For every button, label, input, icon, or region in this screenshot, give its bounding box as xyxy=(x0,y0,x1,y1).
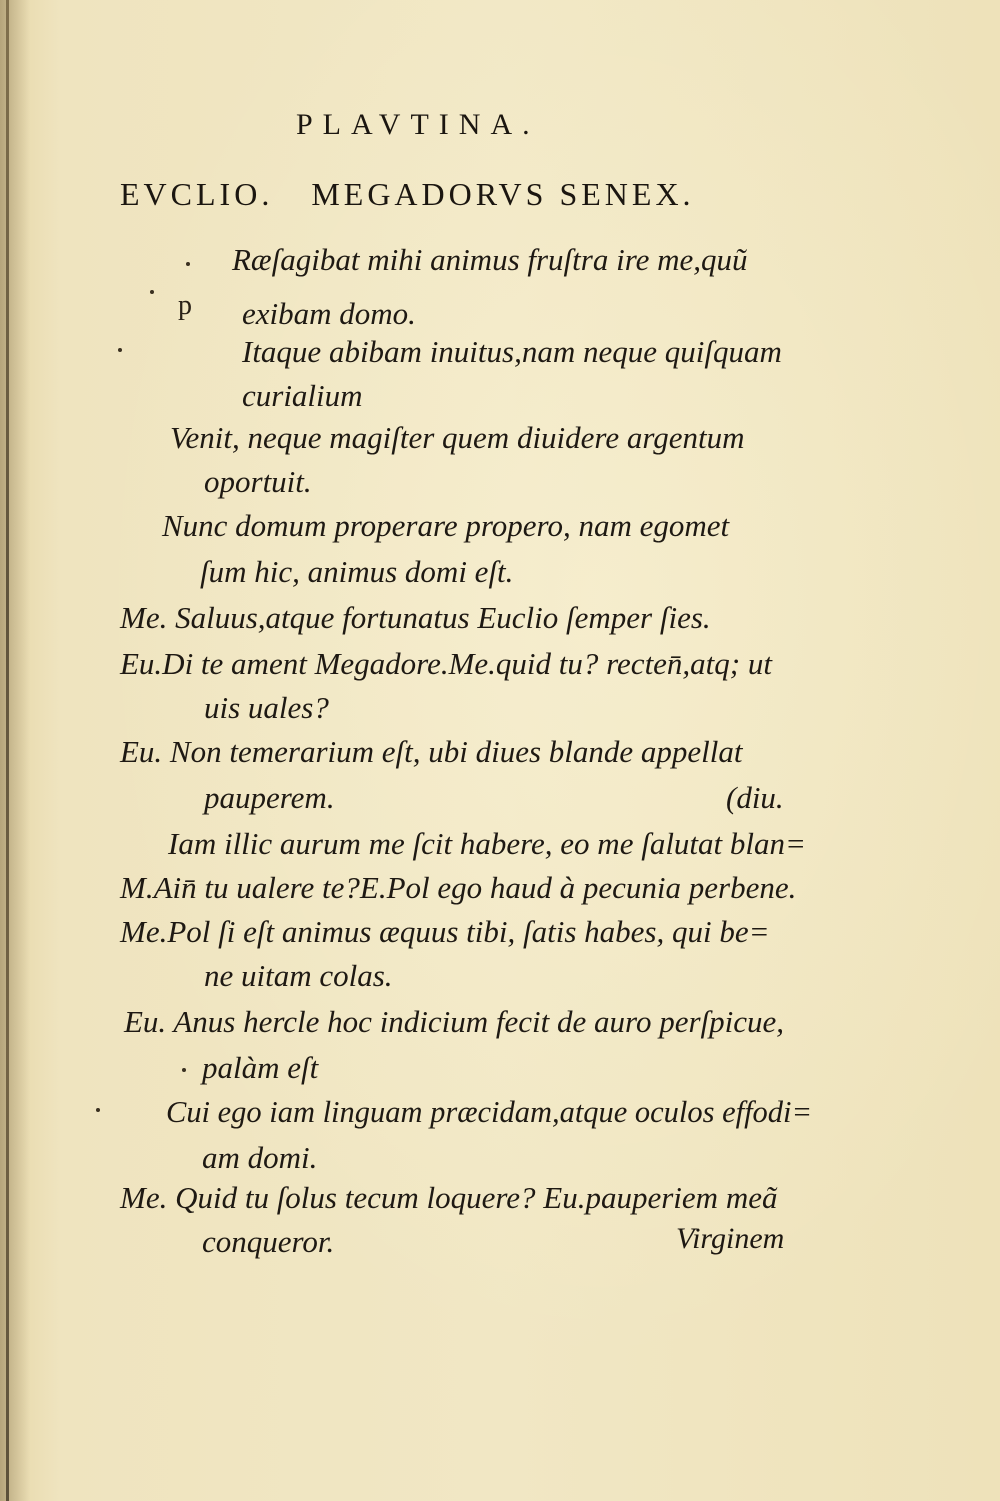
text-line: ne uitam colas. xyxy=(204,958,393,993)
text-line: Ræſagibat mihi animus fruſtra ire me,quũ xyxy=(232,242,748,277)
text-line: exibam domo. xyxy=(242,296,416,331)
text-line: ſum hic, animus domi eſt. xyxy=(200,554,514,589)
text-line: am domi. xyxy=(202,1140,318,1175)
margin-dot xyxy=(186,262,190,266)
text-line: Me.Pol ſi eſt animus æquus tibi, ſatis habes, qui be= xyxy=(120,914,770,949)
running-head: PLAVTINA. xyxy=(296,108,540,141)
text-line: Me. Quid tu ſolus tecum loquere? Eu.pauperiem meã xyxy=(120,1180,778,1215)
catchword: Virginem xyxy=(676,1222,785,1255)
text-line: uis uales? xyxy=(204,690,329,725)
speaker-heading xyxy=(120,176,695,213)
guide-letter: p xyxy=(178,290,192,321)
margin-dot xyxy=(182,1068,186,1072)
text-line: Me. Saluus,atque fortunatus Euclio ſemper ſies. xyxy=(120,600,711,635)
text-line: curialium xyxy=(242,378,363,413)
text-line: (diu. xyxy=(726,780,784,815)
text-line: conqueror. xyxy=(202,1224,335,1259)
margin-dot xyxy=(118,348,122,352)
binding-edge xyxy=(6,0,9,1501)
text-line: oportuit. xyxy=(204,464,312,499)
text-line: Nunc domum properare propero, nam egomet xyxy=(162,508,730,543)
text-line: Eu.Di te ament Megadore.Me.quid tu? recten̄,atq; ut xyxy=(120,646,772,681)
margin-dot xyxy=(96,1108,100,1112)
text-line: pauperem. xyxy=(204,780,335,815)
gutter-shadow xyxy=(0,0,30,1501)
text-line: M.Ain̄ tu ualere te?E.Pol ego haud à pecunia perbene. xyxy=(120,870,797,905)
speaker-euclio: EVCLIO. xyxy=(120,176,274,212)
text-line: Itaque abibam inuitus,nam neque quiſquam xyxy=(242,334,782,369)
speaker-megadorus: MEGADORVS SENEX. xyxy=(311,176,695,212)
text-line: Cui ego iam linguam præcidam,atque oculos effodi= xyxy=(166,1094,813,1129)
text-line: Venit, neque magiſter quem diuidere argentum xyxy=(170,420,745,455)
text-line: Eu. Non temerarium eſt, ubi diues blande appellat xyxy=(120,734,743,769)
text-line: Eu. Anus hercle hoc indicium fecit de auro perſpicue, xyxy=(124,1004,785,1039)
text-line: Iam illic aurum me ſcit habere, eo me ſalutat blan= xyxy=(168,826,806,861)
text-line: palàm eſt xyxy=(202,1050,319,1085)
margin-dot xyxy=(150,290,154,294)
